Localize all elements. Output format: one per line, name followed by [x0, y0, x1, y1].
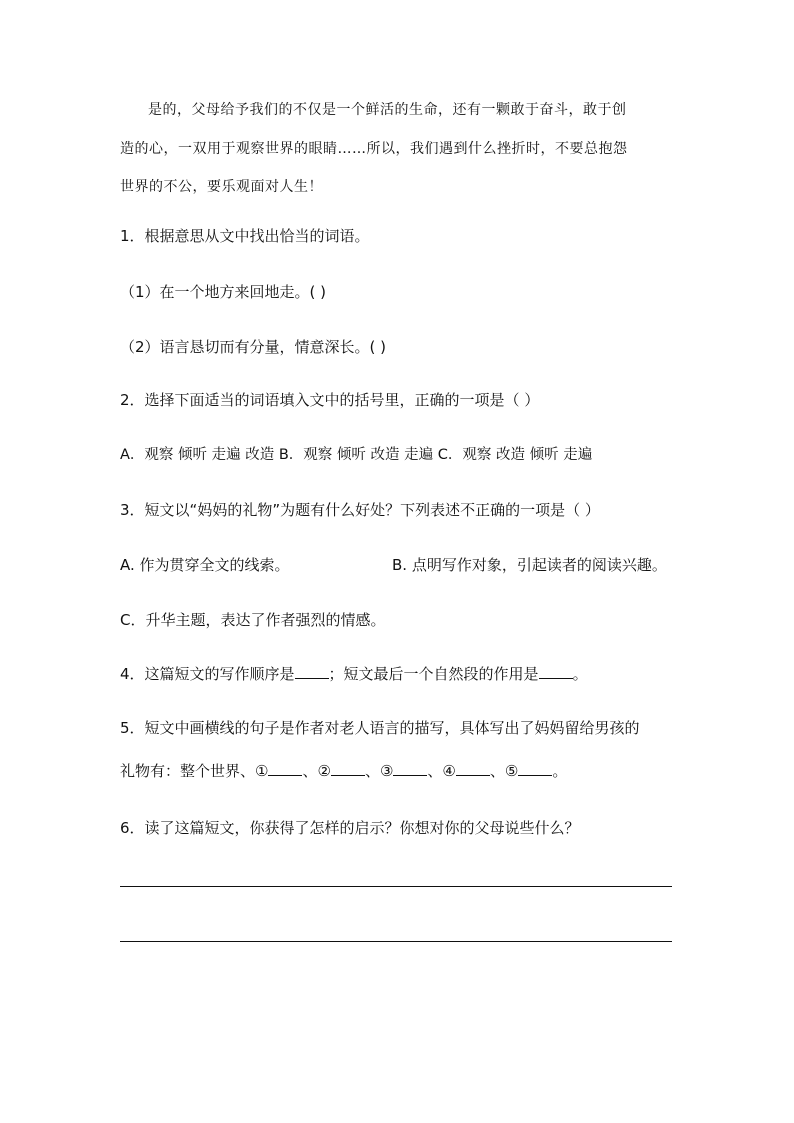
question-3-option-c: C．升华主题，表达了作者强烈的情感。: [120, 611, 386, 629]
question-4-part-3: 。: [572, 665, 588, 683]
answer-blank[interactable]: [331, 761, 365, 776]
marker-5: ⑤: [504, 762, 519, 780]
marker-1: ①: [255, 762, 269, 780]
question-5-line-1: 5．短文中画横线的句子是作者对老人语言的描写，具体写出了妈妈留给男孩的: [120, 719, 640, 737]
question-4: [120, 664, 588, 684]
answer-blank[interactable]: [539, 664, 573, 679]
passage-line-2: 造的心，一双用于观察世界的眼睛……所以，我们遇到什么挫折时，不要总抱怨: [120, 141, 628, 157]
answer-line-2[interactable]: [120, 941, 672, 942]
question-1-sub-1: （1）在一个地方来回地走。( ): [120, 283, 327, 301]
marker-4: ④: [442, 762, 456, 780]
question-3-option-a: A. 作为贯穿全文的线索。: [120, 556, 290, 574]
passage-line-1: 是的，父母给予我们的不仅是一个鲜活的生命，还有一颗敢于奋斗，敢于创: [148, 102, 627, 118]
answer-blank[interactable]: [295, 664, 329, 679]
separator: 、: [364, 762, 380, 780]
question-1-sub-2: （2）语言恳切而有分量，情意深长。( ): [120, 338, 387, 356]
answer-blank[interactable]: [268, 761, 302, 776]
question-2-stem: 2．选择下面适当的词语填入文中的括号里，正确的一项是（ ）: [120, 391, 540, 409]
question-1-stem: 1．根据意思从文中找出恰当的词语。: [120, 227, 370, 245]
question-5-end: 。: [552, 762, 568, 780]
separator: 、: [427, 762, 443, 780]
answer-blank[interactable]: [518, 761, 552, 776]
passage-line-3: 世界的不公，要乐观面对人生！: [120, 179, 323, 195]
question-4-part-2: ；短文最后一个自然段的作用是: [328, 665, 539, 683]
marker-3: ③: [379, 762, 394, 780]
question-2-options: A．观察 倾听 走遍 改造 B．观察 倾听 改造 走遍 C．观察 改造 倾听 走遍: [120, 447, 593, 463]
answer-blank[interactable]: [393, 761, 427, 776]
separator: 、: [302, 762, 318, 780]
question-3-stem: 3．短文以“妈妈的礼物”为题有什么好处？下列表述不正确的一项是（ ）: [120, 501, 600, 519]
question-3-option-b: B. 点明写作对象，引起读者的阅读兴趣。: [392, 556, 667, 574]
marker-2: ②: [317, 762, 331, 780]
answer-blank[interactable]: [456, 761, 490, 776]
question-6-stem: 6．读了这篇短文，你获得了怎样的启示？你想对你的父母说些什么？: [120, 819, 580, 837]
answer-line-1[interactable]: [120, 886, 672, 887]
question-5-prefix: 礼物有：整个世界、: [120, 762, 256, 780]
question-5-line-2: [120, 761, 567, 781]
separator: 、: [489, 762, 505, 780]
question-4-part-1: 4．这篇短文的写作顺序是: [120, 665, 295, 683]
